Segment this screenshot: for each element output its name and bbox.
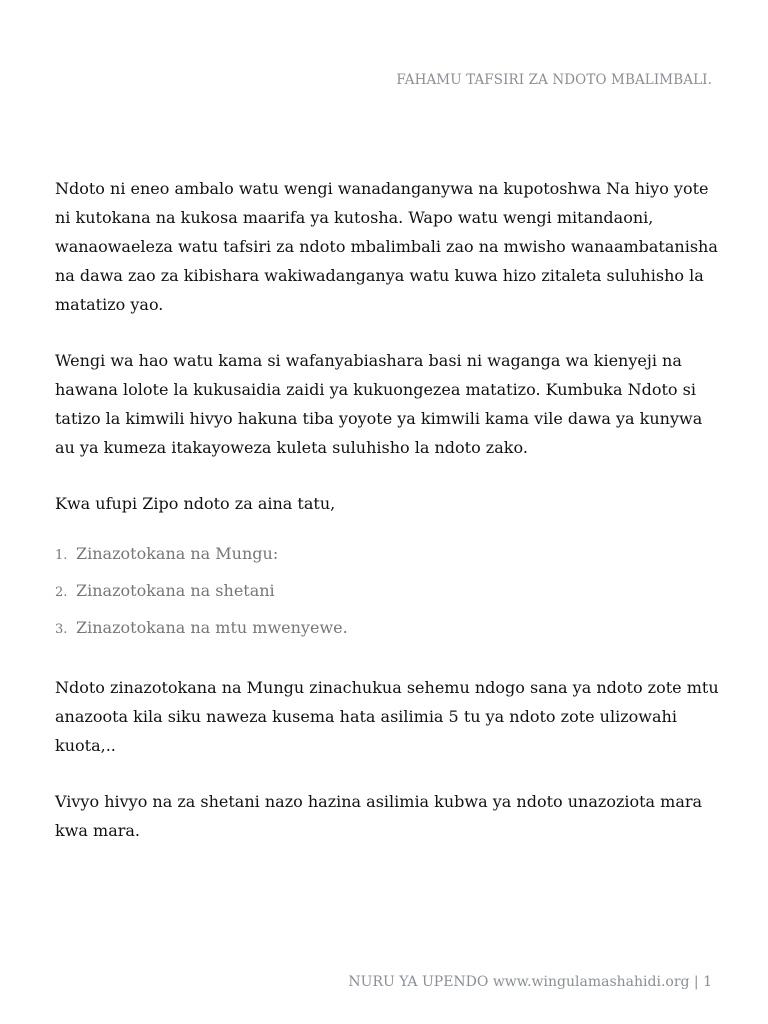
list-item <box>55 536 725 573</box>
page-header-title: FAHAMU TAFSIRI ZA NDOTO MBALIMBALI. <box>396 72 712 88</box>
list-item <box>55 573 725 610</box>
dream-types-list <box>55 536 725 647</box>
page-footer: NURU YA UPENDO www.wingulamashahidi.org | 1 <box>348 974 712 990</box>
document-body <box>55 174 725 872</box>
paragraph-2: Wengi wa hao watu kama si wafanyabiashara basi ni waganga wa kienyeji na hawana lolote la kukusaidia zaidi ya kukuongezea matatizo. Kumbuka Ndoto si tatizo la kimwili hivyo hakuna tiba yoyote ya kimwili kama vile dawa ya kunywa au ya kumeza itakayoweza kuleta suluhisho la ndoto zako. <box>55 351 703 457</box>
list-item-number: 1. <box>55 548 68 563</box>
list-item-text: Zinazotokana na mtu mwenyewe. <box>76 618 348 637</box>
list-item <box>55 610 725 647</box>
paragraph-4: Vivyo hivyo na za shetani nazo hazina asilimia kubwa ya ndoto unazoziota mara kwa mara. <box>55 792 703 840</box>
list-item-text: Zinazotokana na shetani <box>76 581 275 600</box>
list-intro: Kwa ufupi Zipo ndoto za aina tatu, <box>55 494 336 513</box>
paragraph-1: Ndoto ni eneo ambalo watu wengi wanadanganywa na kupotoshwa Na hiyo yote ni kutokana na kukosa maarifa ya kutosha. Wapo watu wengi mitandaoni, wanaowaeleza watu tafsiri za ndoto mbalimbali zao na mwisho wanaambatanisha na dawa zao za kibishara wakiwadanganya watu kuwa hizo zitaleta suluhisho la matatizo yao. <box>55 179 718 314</box>
list-item-number: 2. <box>55 585 68 600</box>
list-item-text: Zinazotokana na Mungu: <box>76 544 279 563</box>
paragraph-3: Ndoto zinazotokana na Mungu zinachukua sehemu ndogo sana ya ndoto zote mtu anazoota kila siku naweza kusema hata asilimia 5 tu ya ndoto zote ulizowahi kuota,.. <box>55 678 719 755</box>
list-item-number: 3. <box>55 622 68 637</box>
